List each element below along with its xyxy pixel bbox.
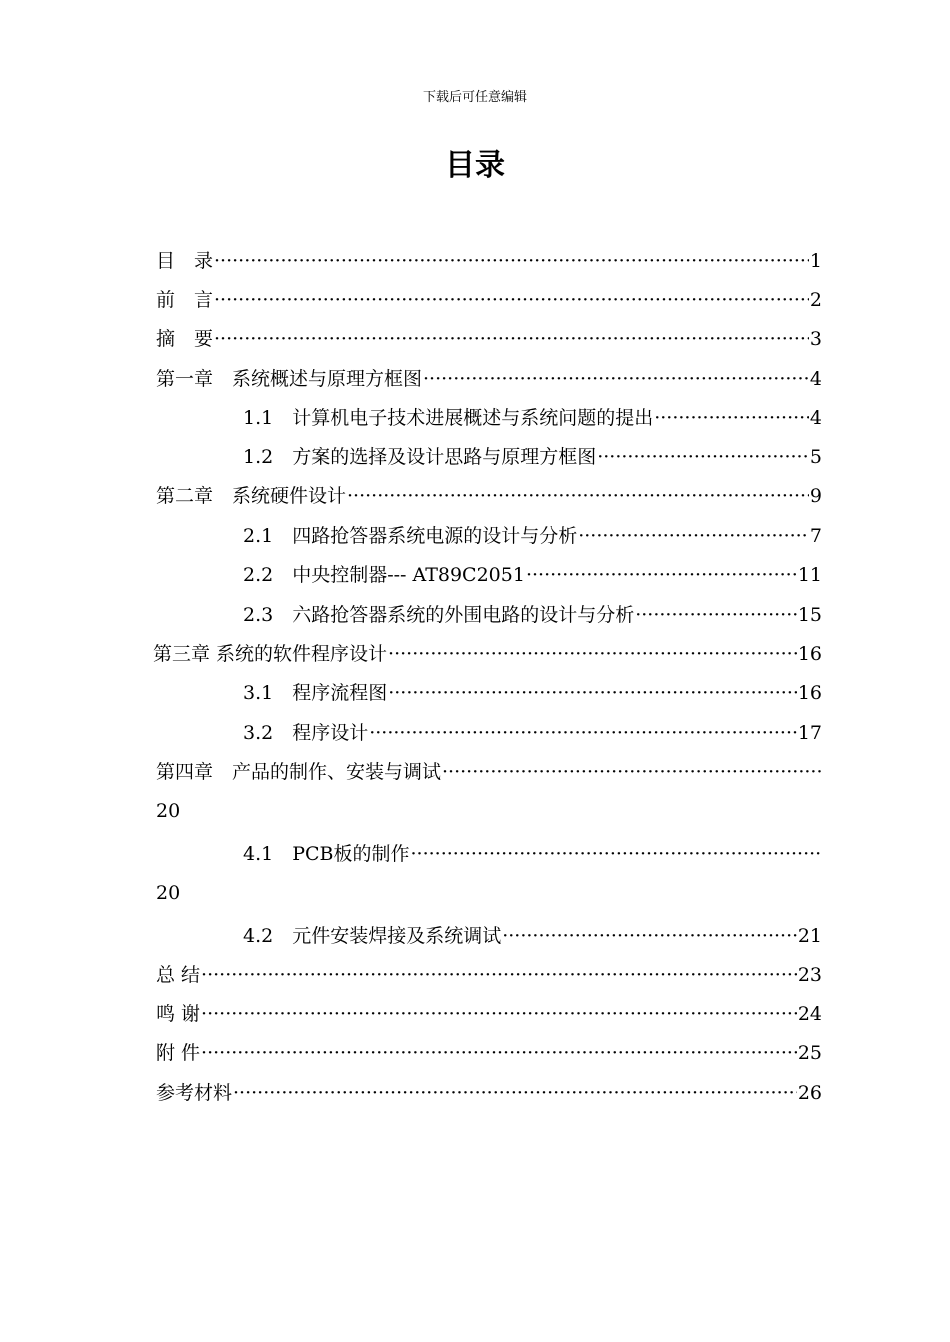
toc-entry-label: 3.2 程序设计 [243,722,369,744]
toc-entry[interactable] [156,246,822,273]
page-title: 目录 [445,148,505,183]
toc-entry-page: 20 [156,882,181,904]
toc-entry-label: 参考材料 [156,1082,233,1104]
toc-entry-label: 第四章 产品的制作、安装与调试 [156,761,442,783]
toc-entry-page: 9 [809,485,822,507]
page-header-note: 下载后可任意编辑 [422,90,527,105]
toc-entry-label: 第一章 系统概述与原理方框图 [156,368,423,390]
toc-leader [502,925,797,947]
toc-entry-label: 2.2 中央控制器--- AT89C2051 [243,564,525,586]
toc-entry-label: 第二章 系统硬件设计 [156,485,347,507]
toc-entry[interactable] [243,678,822,705]
toc-leader [214,289,809,311]
toc-leader [388,643,797,665]
toc-entry-label: 鸣 谢 [156,1003,201,1025]
toc-entry[interactable] [156,757,822,784]
toc-leader [201,964,797,986]
toc-leader [201,1003,797,1025]
toc-entry-page: 4 [809,368,822,390]
toc-entry-label: 3.1 程序流程图 [243,682,388,704]
toc-entry[interactable] [243,921,822,948]
toc-entry-label: 2.1 四路抢答器系统电源的设计与分析 [243,525,578,547]
toc-leader [635,604,797,626]
toc-leader [654,407,809,429]
toc-entry[interactable] [243,442,822,469]
toc-entry-label: 2.3 六路抢答器系统的外围电路的设计与分析 [243,604,635,626]
toc-entry-label: 总 结 [156,964,201,986]
toc-entry[interactable] [156,960,822,987]
toc-leader [347,485,809,507]
toc-leader [233,1082,797,1104]
toc-leader [388,682,797,704]
toc-entry-page: 24 [797,1003,822,1025]
toc-entry-page: 17 [797,722,822,744]
toc-entry-page: 4 [809,407,822,429]
toc-entry-label: 目 录 [156,250,214,272]
toc-entry-label: 第三章 系统的软件程序设计 [153,643,388,665]
toc-entry-label: 前 言 [156,289,214,311]
toc-entry-page: 11 [797,564,822,586]
toc-entry-label: 1.2 方案的选择及设计思路与原理方框图 [243,446,597,468]
toc-entry-page: 25 [797,1042,822,1064]
toc-entry-page: 15 [797,604,822,626]
toc-entry-page: 5 [809,446,822,468]
toc-entry-label: 4.1 PCB板的制作 [243,843,410,865]
toc-entry-label: 摘 要 [156,328,214,350]
toc-entry[interactable] [243,521,822,548]
toc-entry-label: 附 件 [156,1042,201,1064]
toc-entry[interactable] [156,999,822,1026]
toc-entry-page: 26 [797,1082,822,1104]
toc-entry-page: 1 [809,250,822,272]
toc-leader [411,843,821,865]
toc-leader [526,564,797,586]
toc-leader [578,525,809,547]
toc-entry[interactable] [243,403,822,430]
toc-entry[interactable] [156,364,822,391]
toc-leader [214,328,809,350]
toc-entry[interactable] [156,481,822,508]
toc-entry-page: 16 [797,643,822,665]
toc-entry[interactable] [243,560,822,587]
toc-entry-page: 21 [797,925,822,947]
toc-entry[interactable] [156,285,822,312]
toc-entry-page: 23 [797,964,822,986]
toc-entry-page: 16 [797,682,822,704]
toc-entry[interactable] [156,324,822,351]
toc-entry[interactable] [243,839,822,866]
toc-leader [597,446,809,468]
toc-entry[interactable] [156,1078,822,1105]
toc-entry-page: 7 [809,525,822,547]
toc-entry-page: 20 [156,800,181,822]
toc-entry-page: 3 [809,328,822,350]
toc-leader [214,250,809,272]
toc-entry-page: 2 [809,289,822,311]
toc-entry[interactable] [243,600,822,627]
toc-leader [201,1042,797,1064]
toc-leader [369,722,797,744]
toc-entry[interactable] [153,639,822,666]
toc-leader [423,368,809,390]
toc-entry[interactable] [243,718,822,745]
toc-entry-label: 1.1 计算机电子技术进展概述与系统问题的提出 [243,407,654,429]
toc-entry-label: 4.2 元件安装焊接及系统调试 [243,925,502,947]
toc-entry[interactable] [156,1038,822,1065]
toc-leader [442,761,821,783]
